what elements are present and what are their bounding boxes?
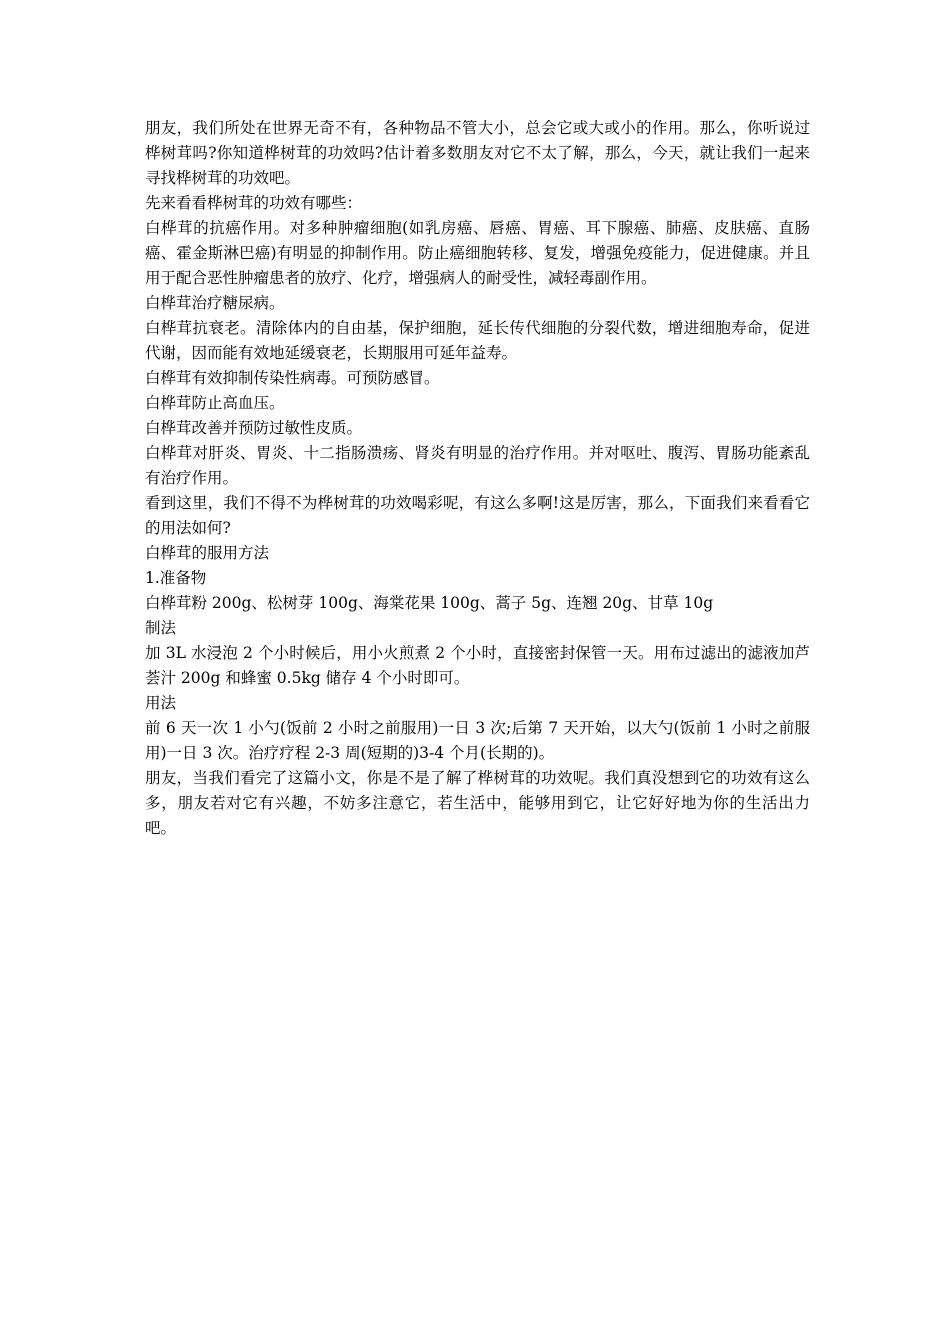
paragraph-diabetes: 白桦茸治疗糖尿病。 (145, 294, 285, 312)
paragraph-anti-aging: 白桦茸抗衰老。清除体内的自由基，保护细胞，延长传代细胞的分裂代数，增进细胞寿命，促进代谢，因而能有效地延缓衰老，长期服用可延年益寿。 (145, 319, 810, 362)
paragraph-method: 加 3L 水浸泡 2 个小时候后，用小火煎煮 2 个小时，直接密封保管一天。用布过滤出的滤液加芦荟汁 200g 和蜂蜜 0.5kg 储存 4 个小时即可。 (145, 644, 810, 687)
paragraph-ingredients: 白桦茸粉 200g、松树芽 100g、海棠花果 100g、蒿子 5g、连翘 20g、甘草 10g (145, 594, 714, 612)
paragraph-antiviral: 白桦茸有效抑制传染性病毒。可预防感冒。 (145, 369, 440, 387)
paragraph-allergy: 白桦茸改善并预防过敏性皮质。 (145, 419, 363, 437)
paragraph-intro: 朋友，我们所处在世界无奇不有，各种物品不管大小，总会它或大或小的作用。那么，你听说过桦树茸吗?你知道桦树茸的功效吗?估计着多数朋友对它不太了解，那么，今天，就让我们一起来寻找桦树茸的功效吧。 (145, 119, 810, 187)
paragraph-digestive: 白桦茸对肝炎、胃炎、十二指肠溃疡、肾炎有明显的治疗作用。并对呕吐、腹泻、胃肠功能紊乱有治疗作用。 (145, 444, 810, 487)
paragraph-anticancer: 白桦茸的抗癌作用。对多种肿瘤细胞(如乳房癌、唇癌、胃癌、耳下腺癌、肺癌、皮肤癌、直肠癌、霍金斯淋巴癌)有明显的抑制作用。防止癌细胞转移、复发，增强免疫能力，促进健康。并且用于配合恶性肿瘤患者的放疗、化疗，增强病人的耐受性，减轻毒副作用。 (145, 219, 810, 287)
paragraph-conclusion: 朋友，当我们看完了这篇小文，你是不是了解了桦树茸的功效呢。我们真没想到它的功效有这么多，朋友若对它有兴趣，不妨多注意它，若生活中，能够用到它，让它好好地为你的生活出力吧。 (145, 769, 810, 837)
paragraph-blood-pressure: 白桦茸防止高血压。 (145, 394, 285, 412)
paragraph-preparation-heading: 1.准备物 (145, 569, 207, 587)
paragraph-dosage-heading: 用法 (145, 694, 177, 712)
paragraph-benefits-heading: 先来看看桦树茸的功效有哪些： (145, 194, 363, 212)
paragraph-transition: 看到这里，我们不得不为桦树茸的功效喝彩呢，有这么多啊!这是厉害，那么，下面我们来看看它的用法如何? (145, 494, 810, 537)
document-body (145, 116, 810, 841)
paragraph-usage-heading: 白桦茸的服用方法 (145, 544, 270, 562)
paragraph-dosage: 前 6 天一次 1 小勺(饭前 2 小时之前服用)一日 3 次;后第 7 天开始，以大勺(饭前 1 小时之前服用)一日 3 次。治疗疗程 2-3 周(短期的)3-4 个月(长期的)。 (145, 719, 810, 762)
paragraph-method-heading: 制法 (145, 619, 177, 637)
